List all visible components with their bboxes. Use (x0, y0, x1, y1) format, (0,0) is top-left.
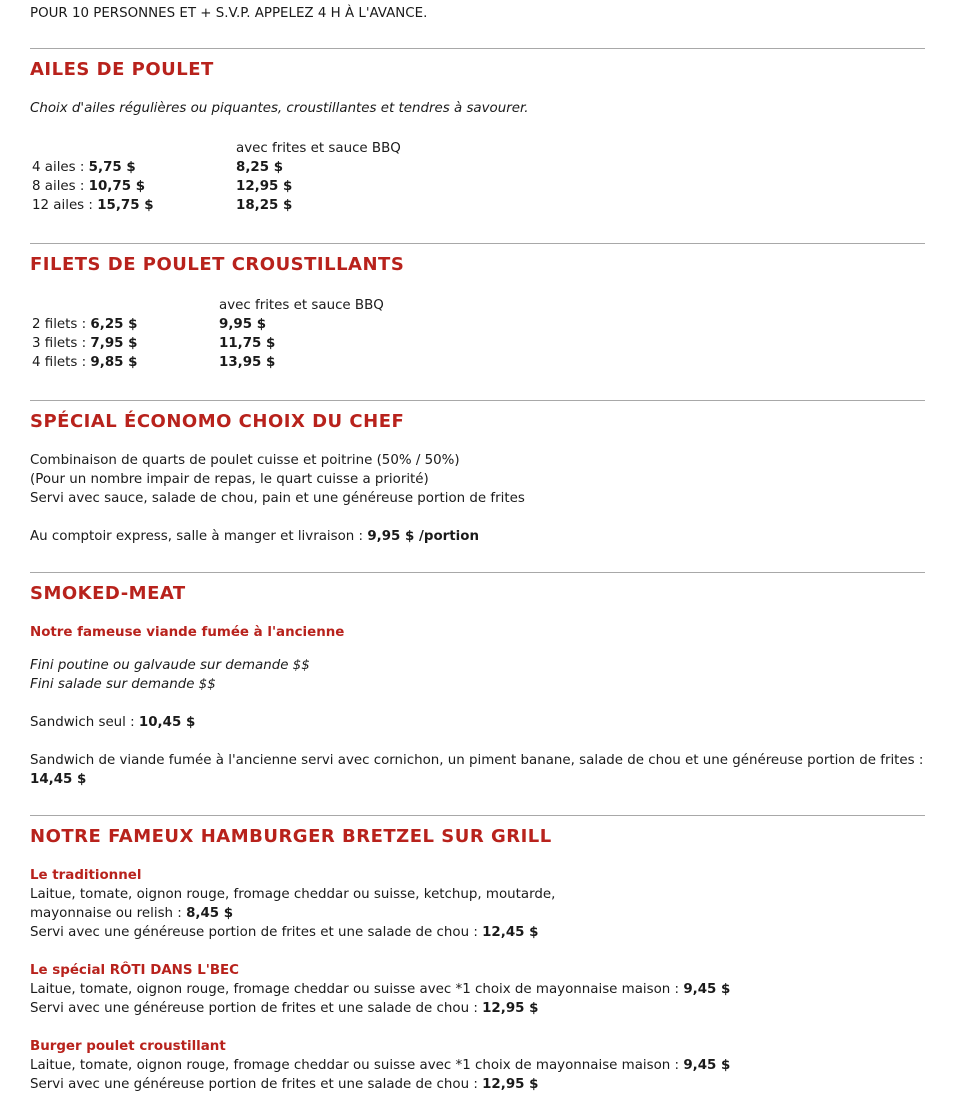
section-title-ailes: AILES DE POULET (30, 59, 214, 80)
combo-price: 9,95 $ (219, 317, 267, 332)
section-title-smoked-meat: SMOKED-MEAT (30, 583, 186, 604)
group-order-notice: POUR 10 PERSONNES ET + S.V.P. APPELEZ 4 H À L'AVANCE. (30, 6, 428, 21)
line-price: 12,95 $ (482, 1077, 539, 1092)
filets-combo-header: avec frites et sauce BBQ (219, 298, 384, 313)
burger-item-line (30, 980, 730, 999)
item-label: 8 ailes : (32, 179, 89, 194)
smoked-combo-description: Sandwich de viande fumée à l'ancienne servi avec cornichon, un piment banane, salade de chou et une généreuse portion de frites : (30, 753, 924, 768)
econo-price-line (30, 527, 479, 546)
burger-item-name: Le spécial RÔTI DANS L'BEC (30, 963, 240, 978)
line-price: 9,45 $ (683, 1058, 731, 1073)
burger-item-name: Le traditionnel (30, 868, 142, 883)
section-title-filets: FILETS DE POULET CROUSTILLANTS (30, 254, 405, 275)
smoked-option: Fini poutine ou galvaude sur demande $$ (30, 658, 310, 673)
item-price: 9,85 $ (90, 355, 138, 370)
item-price: 7,95 $ (90, 336, 138, 351)
section-divider (30, 572, 925, 573)
sandwich-label: Sandwich seul : (30, 715, 139, 730)
line-label: Laitue, tomate, oignon rouge, fromage cheddar ou suisse avec *1 choix de mayonnaise maison : (30, 982, 684, 997)
section-divider (30, 815, 925, 816)
line-label: Laitue, tomate, oignon rouge, fromage cheddar ou suisse avec *1 choix de mayonnaise maison : (30, 1058, 684, 1073)
item-price: 6,25 $ (90, 317, 138, 332)
econo-line: Servi avec sauce, salade de chou, pain et une généreuse portion de frites (30, 491, 525, 506)
ailes-row (32, 158, 136, 177)
section-divider (30, 243, 925, 244)
section-title-econo: SPÉCIAL ÉCONOMO CHOIX DU CHEF (30, 411, 405, 432)
ailes-description: Choix d'ailes régulières ou piquantes, croustillantes et tendres à savourer. (30, 101, 529, 116)
line-price: 12,95 $ (482, 1001, 539, 1016)
econo-line: Combinaison de quarts de poulet cuisse et poitrine (50% / 50%) (30, 453, 460, 468)
burger-item-line (30, 999, 538, 1018)
item-label: 2 filets : (32, 317, 91, 332)
smoked-sandwich-line (30, 713, 195, 732)
burger-item-line (30, 904, 233, 923)
filets-row (32, 315, 137, 334)
line-price: 8,45 $ (186, 906, 234, 921)
smoked-option: Fini salade sur demande $$ (30, 677, 216, 692)
section-divider (30, 48, 925, 49)
sandwich-price: 10,45 $ (138, 715, 196, 730)
econo-price: 9,95 $ /portion (367, 529, 479, 544)
line-label: Servi avec une généreuse portion de frites et une salade de chou : (30, 925, 483, 940)
filets-row (32, 334, 137, 353)
line-label: mayonnaise ou relish : (30, 906, 187, 921)
burger-item-line (30, 1075, 538, 1094)
combo-price: 11,75 $ (219, 336, 276, 351)
smoked-combo-price: 14,45 $ (30, 772, 87, 787)
burger-item-name: Burger poulet croustillant (30, 1039, 226, 1054)
burger-item-line: Laitue, tomate, oignon rouge, fromage cheddar ou suisse, ketchup, moutarde, (30, 887, 556, 902)
econo-line: (Pour un nombre impair de repas, le quart cuisse a priorité) (30, 472, 429, 487)
section-title-burger: NOTRE FAMEUX HAMBURGER BRETZEL SUR GRILL (30, 826, 552, 847)
line-price: 9,45 $ (683, 982, 731, 997)
item-price: 5,75 $ (88, 160, 136, 175)
item-price: 10,75 $ (88, 179, 146, 194)
line-label: Servi avec une généreuse portion de frites et une salade de chou : (30, 1001, 483, 1016)
item-label: 12 ailes : (32, 198, 98, 213)
combo-price: 12,95 $ (236, 179, 293, 194)
ailes-combo-header: avec frites et sauce BBQ (236, 141, 401, 156)
burger-item-line (30, 923, 538, 942)
combo-price: 18,25 $ (236, 198, 293, 213)
line-price: 12,45 $ (482, 925, 539, 940)
item-label: 3 filets : (32, 336, 91, 351)
combo-price: 13,95 $ (219, 355, 276, 370)
filets-row (32, 353, 137, 372)
item-label: 4 ailes : (32, 160, 89, 175)
item-price: 15,75 $ (97, 198, 154, 213)
ailes-row (32, 177, 145, 196)
burger-item-line (30, 1056, 730, 1075)
econo-price-label: Au comptoir express, salle à manger et livraison : (30, 529, 368, 544)
line-label: Servi avec une généreuse portion de frites et une salade de chou : (30, 1077, 483, 1092)
item-label: 4 filets : (32, 355, 91, 370)
combo-price: 8,25 $ (236, 160, 284, 175)
ailes-row (32, 196, 154, 215)
section-divider (30, 400, 925, 401)
smoked-subtitle: Notre fameuse viande fumée à l'ancienne (30, 625, 345, 640)
